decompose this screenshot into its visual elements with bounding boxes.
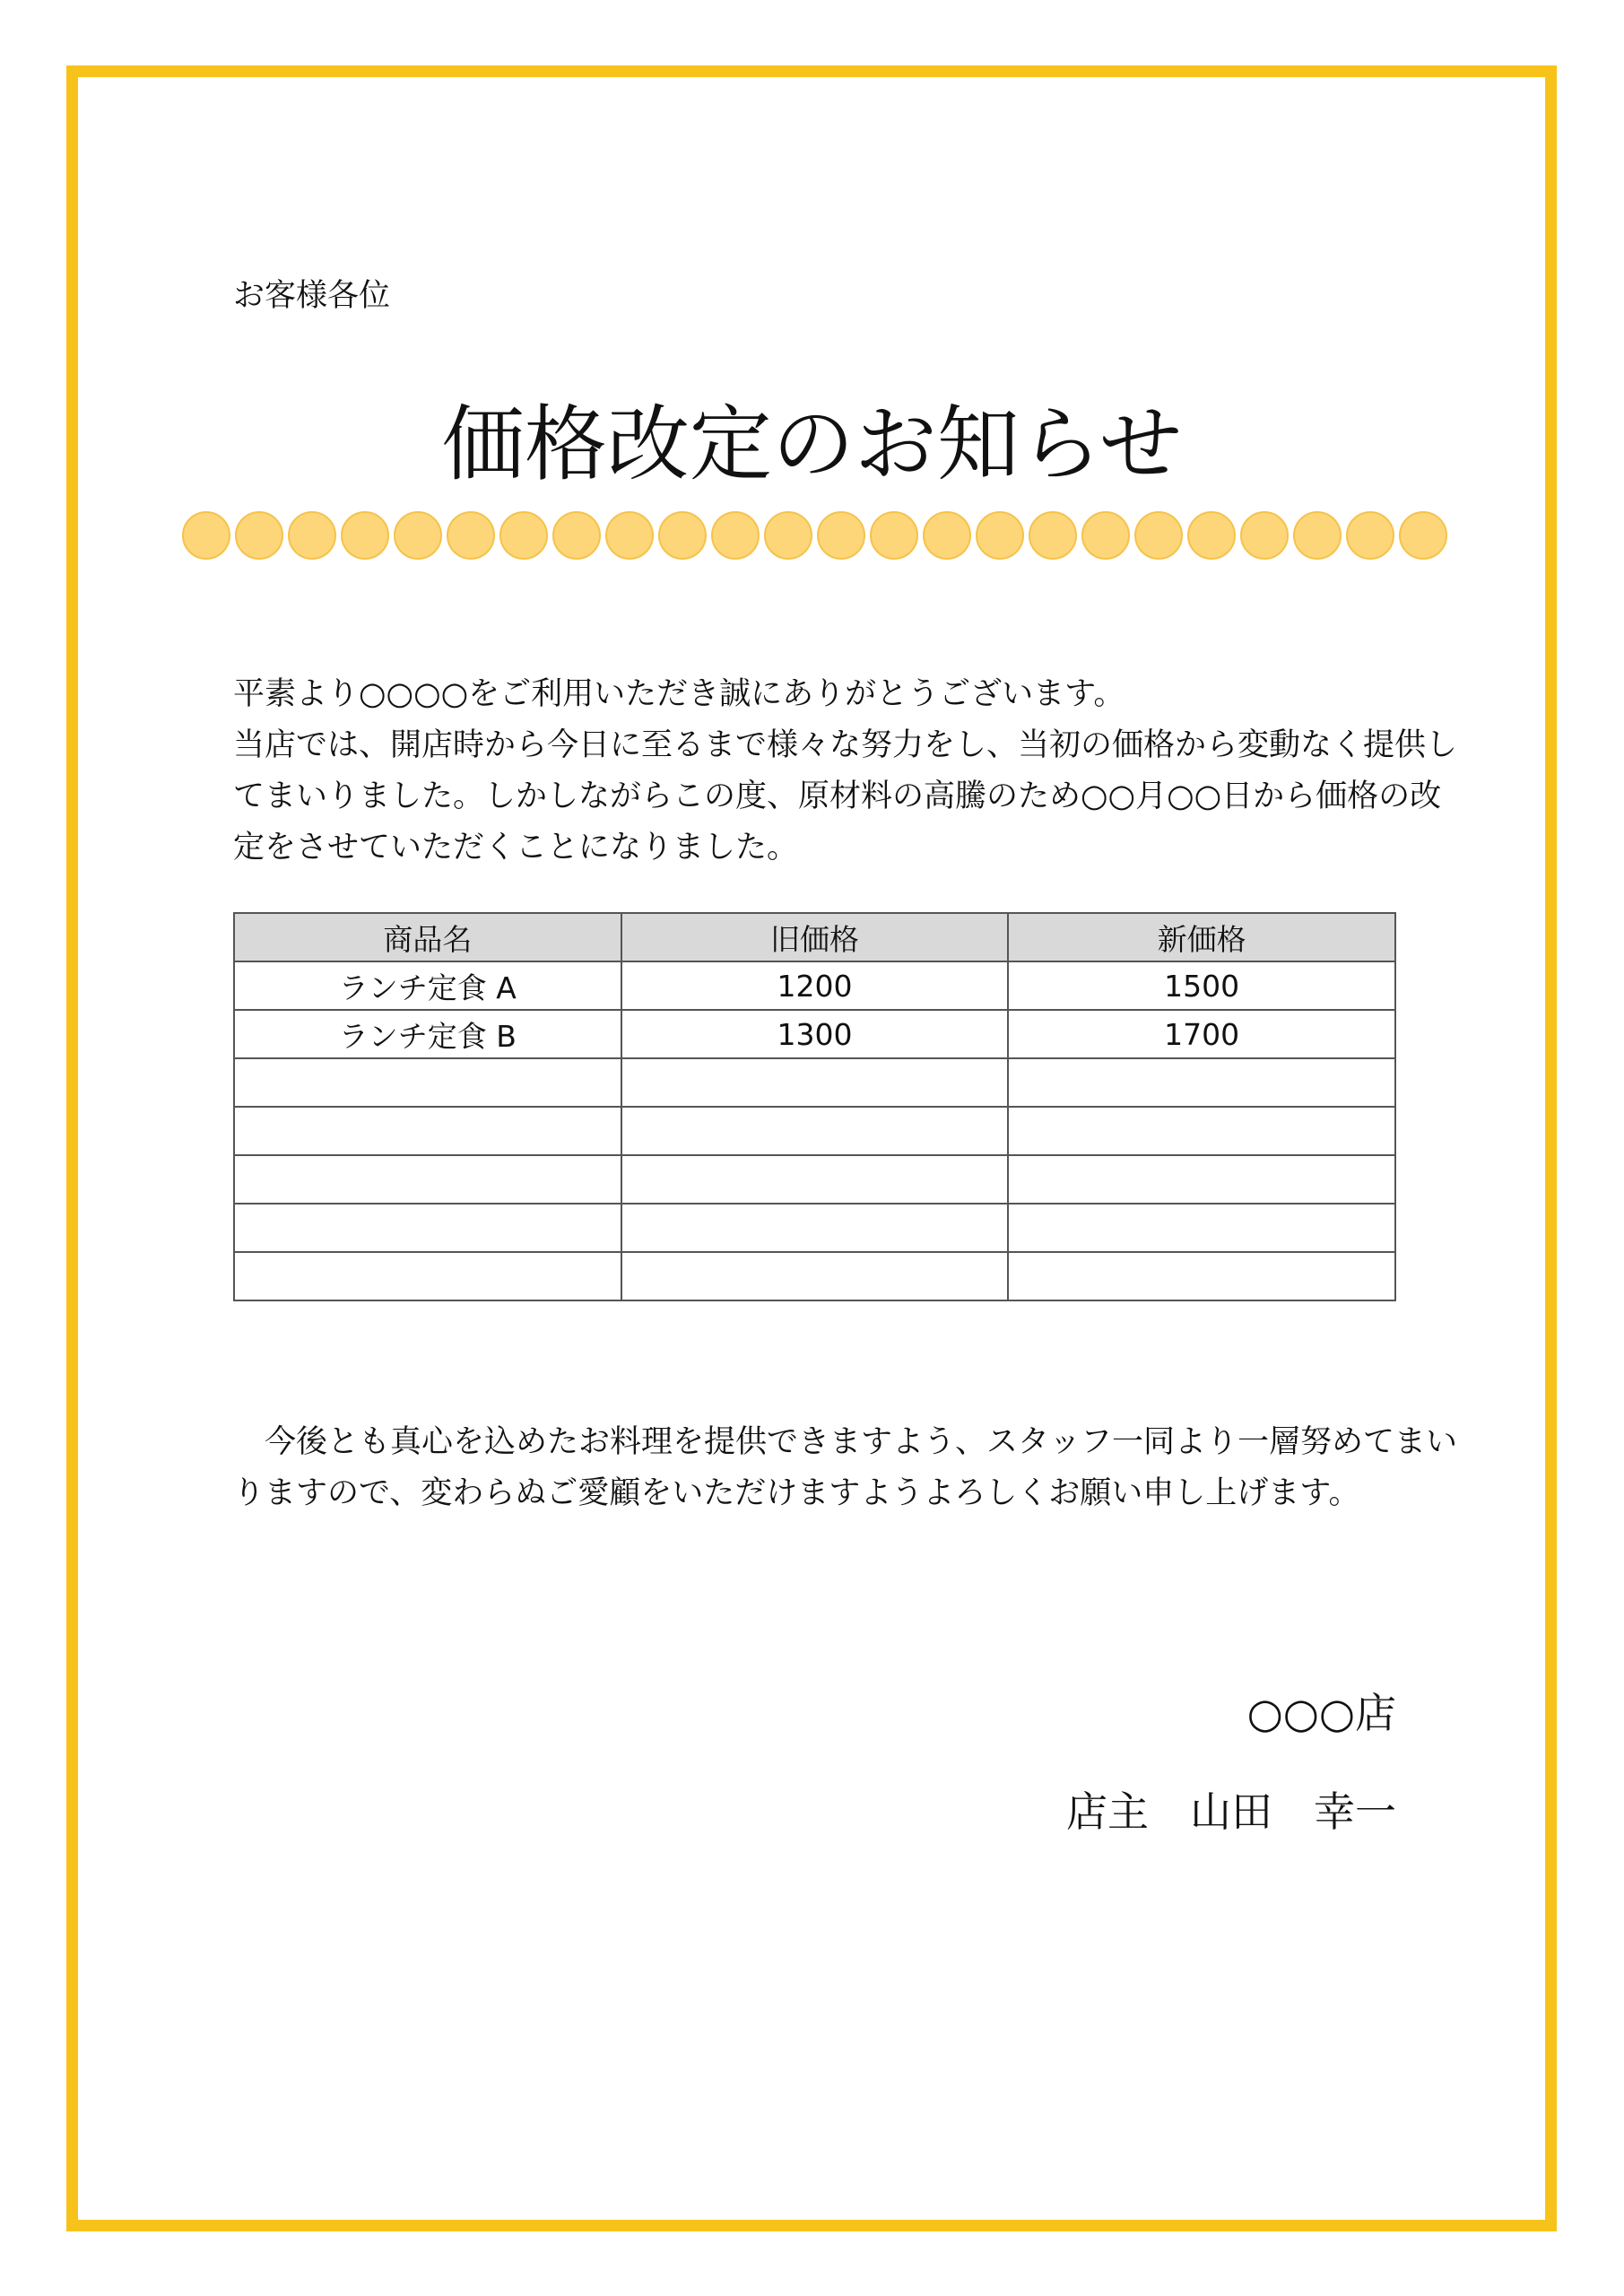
page-title: 価格改定のお知らせ: [441, 396, 1183, 492]
cell-product-name: [234, 1252, 621, 1300]
cell-old-price: [621, 1252, 1009, 1300]
divider-dot: [1134, 511, 1183, 560]
closing-line: 今後とも真心を込めたお料理を提供できますよう、スタッフ一同より一層努めてまい: [233, 1424, 1458, 1460]
divider-dot: [711, 511, 760, 560]
cell-old-price: [621, 1204, 1009, 1252]
closing-paragraph: [233, 1417, 1458, 1519]
divider-dot: [1346, 511, 1394, 560]
divider-dot: [1187, 511, 1236, 560]
divider-dot: [658, 511, 707, 560]
header-old-price: 旧価格: [621, 913, 1009, 961]
intro-line: 当店では、開店時から今日に至るまで様々な努力をし、当初の価格から変動なく提供し: [233, 727, 1458, 763]
header-product-name: 商品名: [234, 913, 621, 961]
divider-dot: [923, 511, 971, 560]
cell-new-price: [1008, 1058, 1395, 1107]
cell-old-price: [621, 1058, 1009, 1107]
table-row: [234, 1155, 1395, 1204]
table-row: [234, 1010, 1395, 1058]
cell-new-price: [1008, 1155, 1395, 1204]
cell-product-name: ランチ定食 A: [234, 961, 621, 1010]
divider-dot: [870, 511, 918, 560]
table-row: [234, 961, 1395, 1010]
intro-paragraph: [233, 669, 1458, 874]
divider-dot: [499, 511, 548, 560]
divider-dot: [1240, 511, 1289, 560]
cell-new-price: 1500: [1008, 961, 1395, 1010]
cell-product-name: [234, 1204, 621, 1252]
table-header-row: [234, 913, 1395, 961]
divider-dot: [1399, 511, 1447, 560]
intro-line: てまいりました。しかしながらこの度、原材料の高騰のため○○月○○日から価格の改: [233, 778, 1442, 814]
table-row: [234, 1107, 1395, 1155]
divider-dot: [182, 511, 230, 560]
table-row: [234, 1252, 1395, 1300]
header-new-price: 新価格: [1008, 913, 1395, 961]
divider-dot: [817, 511, 865, 560]
cell-new-price: [1008, 1107, 1395, 1155]
divider-dot: [764, 511, 812, 560]
cell-old-price: [621, 1107, 1009, 1155]
cell-old-price: 1300: [621, 1010, 1009, 1058]
divider-dot: [394, 511, 442, 560]
intro-line: 平素より○○○○をご利用いただき誠にありがとうございます。: [233, 676, 1125, 712]
divider-dot: [288, 511, 336, 560]
divider-dot: [1029, 511, 1077, 560]
divider-dot: [447, 511, 495, 560]
divider-dot: [235, 511, 283, 560]
closing-line: りますので、変わらぬご愛顧をいただけますようよろしくお願い申し上げます。: [233, 1475, 1360, 1511]
divider-dot: [1293, 511, 1342, 560]
salutation: お客様各位: [233, 278, 391, 314]
intro-line: 定をさせていただくことになりました。: [233, 830, 799, 865]
cell-new-price: [1008, 1204, 1395, 1252]
price-table: [233, 912, 1396, 1301]
owner-signature: 店主 山田 幸一: [1066, 1787, 1396, 1836]
cell-product-name: [234, 1155, 621, 1204]
table-row: [234, 1058, 1395, 1107]
cell-new-price: 1700: [1008, 1010, 1395, 1058]
cell-product-name: [234, 1107, 621, 1155]
cell-old-price: 1200: [621, 961, 1009, 1010]
table-row: [234, 1204, 1395, 1252]
cell-new-price: [1008, 1252, 1395, 1300]
divider-dot: [552, 511, 601, 560]
divider-dot: [1081, 511, 1130, 560]
shop-name: ○○○店: [1246, 1689, 1396, 1737]
cell-product-name: [234, 1058, 621, 1107]
divider-dot: [976, 511, 1024, 560]
divider-dot: [605, 511, 654, 560]
dot-divider: [182, 511, 1446, 561]
cell-old-price: [621, 1155, 1009, 1204]
cell-product-name: ランチ定食 B: [234, 1010, 621, 1058]
divider-dot: [341, 511, 389, 560]
